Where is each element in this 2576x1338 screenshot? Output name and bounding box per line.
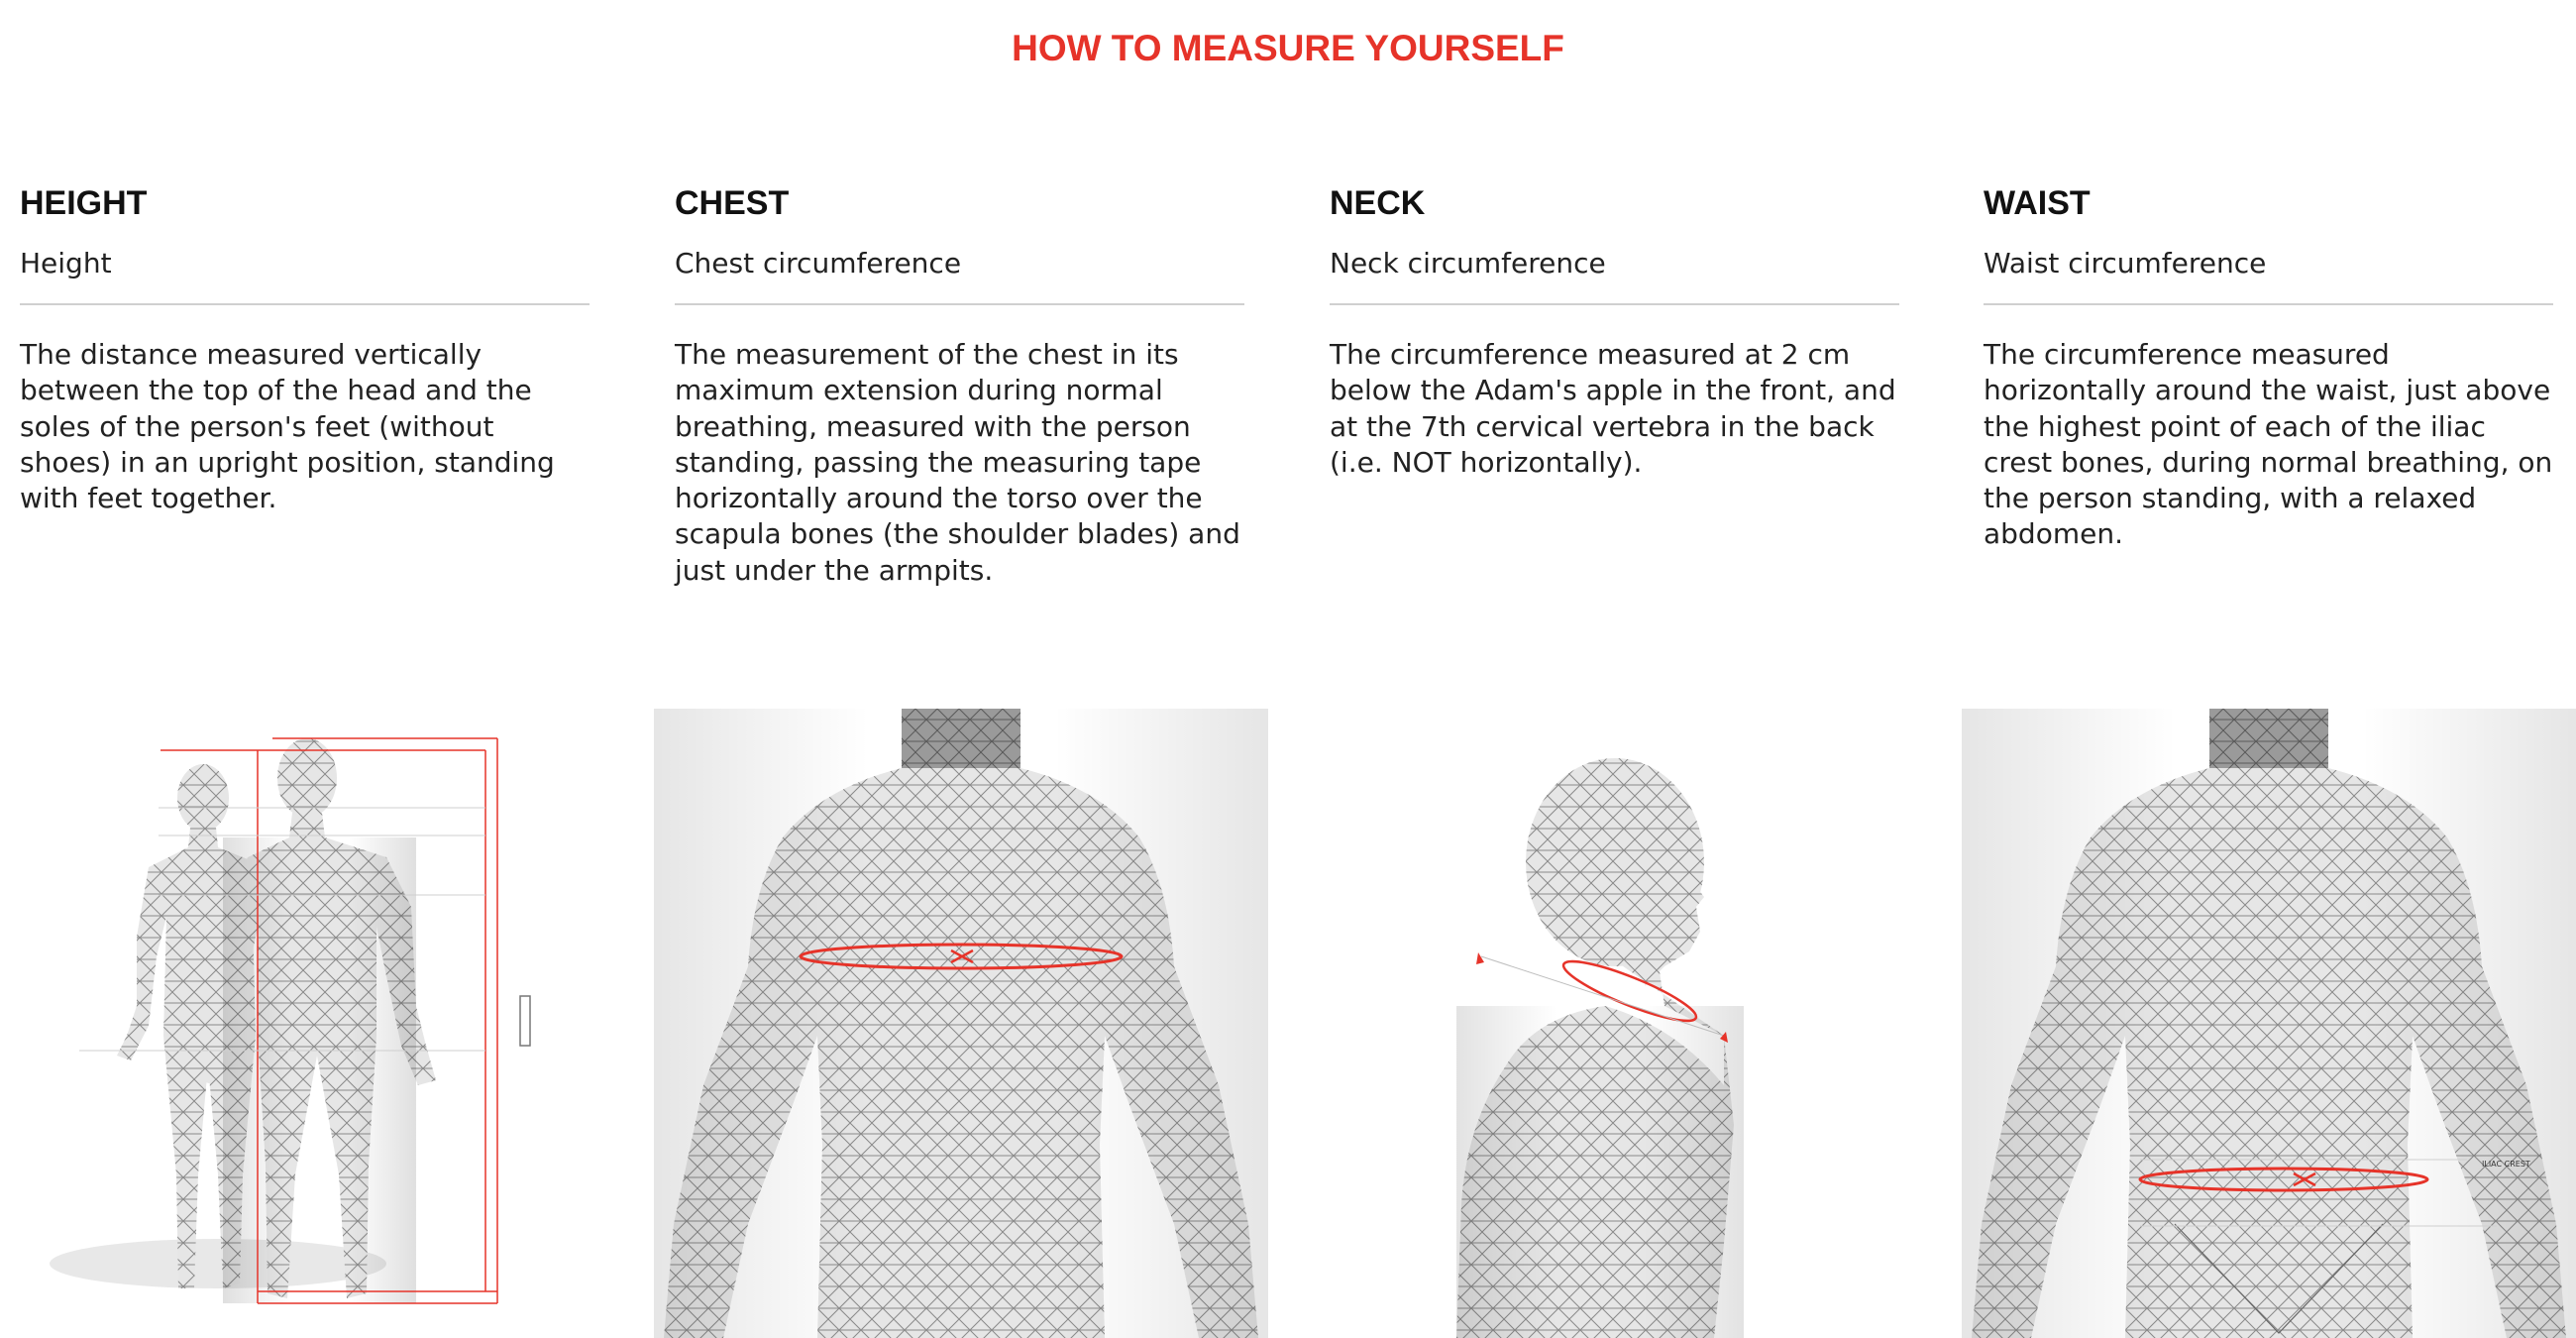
waist-illustration — [1962, 709, 2576, 1338]
neck-description: The circumference measured at 2 cm below the Adam's apple in the front, and at the 7th cervical vertebra in the back (i.e. NOT horizontally). — [1330, 338, 1896, 479]
neck-divider — [1330, 303, 1899, 305]
chest-subtitle: Chest circumference — [675, 247, 962, 279]
torso-figure-icon — [654, 709, 1268, 1338]
page-title: HOW TO MEASURE YOURSELF — [1012, 28, 1564, 68]
neck-heading: NECK — [1330, 184, 1426, 222]
height-heading: HEIGHT — [20, 184, 148, 222]
waist-heading: WAIST — [1984, 184, 2091, 222]
head-profile-icon — [1456, 758, 1744, 1338]
chest-heading: CHEST — [675, 184, 790, 222]
torso-figure-icon — [1962, 709, 2576, 1338]
height-illustration — [20, 709, 634, 1338]
ruler-icon — [520, 996, 530, 1046]
neck-section — [1330, 178, 1899, 481]
waist-subtitle: Waist circumference — [1984, 247, 2267, 279]
height-section — [20, 178, 590, 516]
chest-divider — [675, 303, 1244, 305]
waist-divider — [1984, 303, 2553, 305]
man-figure-icon — [198, 738, 436, 1303]
neck-illustration — [1308, 709, 1922, 1338]
height-divider — [20, 303, 590, 305]
chest-description: The measurement of the chest in its maximum extension during normal breathing, measured with the person standing, passing the measuring tape horizontally around the torso over the scapula bones (the shoulder blades) and just under the armpits. — [675, 338, 1240, 587]
neck-subtitle: Neck circumference — [1330, 247, 1606, 279]
waist-description: The circumference measured horizontally around the waist, just above the highest point of each of the iliac crest bones, during normal breathing, on the person standing, with a relaxed abdomen. — [1984, 338, 2553, 551]
height-description: The distance measured vertically between the top of the head and the soles of the person's feet (without shoes) in an upright position, standing with feet together. — [20, 338, 555, 515]
waist-section — [1984, 178, 2553, 553]
iliac-crest-label: ILIAC CREST — [2482, 1160, 2530, 1169]
chest-illustration — [654, 709, 1268, 1338]
height-subtitle: Height — [20, 247, 112, 279]
chest-section — [675, 178, 1244, 589]
